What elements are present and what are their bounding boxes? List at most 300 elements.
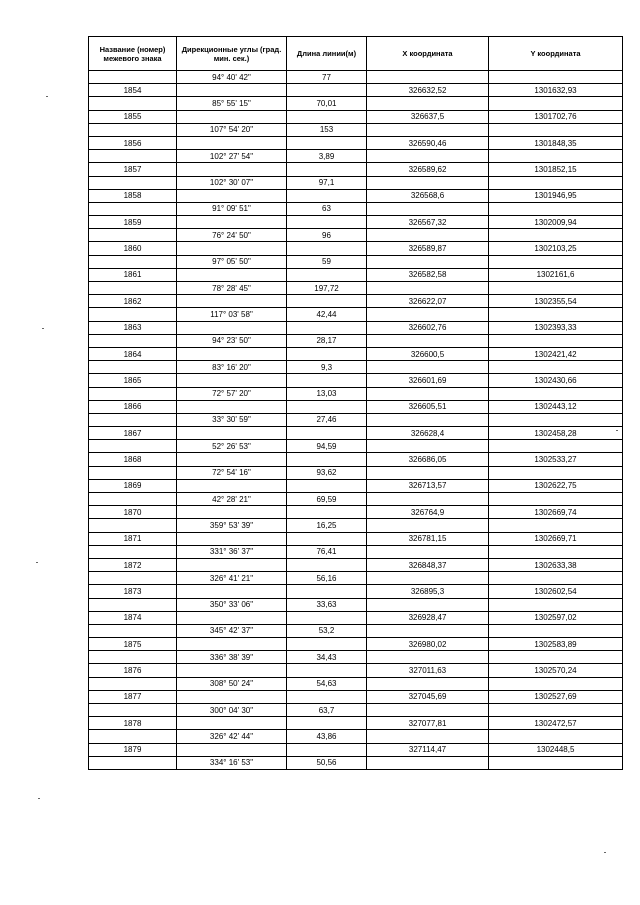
direction-angle-cell: 85° 55' 15" <box>177 97 287 110</box>
x-coordinate-spacer <box>367 97 489 110</box>
mark-row <box>89 664 623 677</box>
y-coordinate-cell: 1302161,6 <box>489 268 623 281</box>
x-coordinate-spacer <box>367 545 489 558</box>
x-coordinate-spacer <box>367 334 489 347</box>
direction-angle-cell: 117° 03' 58" <box>177 308 287 321</box>
direction-angle-cell: 94° 40' 42" <box>177 71 287 84</box>
mark-name-cell <box>89 493 177 506</box>
y-coordinate-cell: 1301946,95 <box>489 189 623 202</box>
direction-angle-spacer <box>177 717 287 730</box>
mark-name-cell <box>89 229 177 242</box>
mark-row <box>89 163 623 176</box>
line-length-spacer <box>287 295 367 308</box>
direction-angle-spacer <box>177 189 287 202</box>
x-coordinate-spacer <box>367 282 489 295</box>
mark-name-cell: 1865 <box>89 374 177 387</box>
y-coordinate-cell: 1302443,12 <box>489 400 623 413</box>
mark-name-cell: 1856 <box>89 136 177 149</box>
line-length-cell: 28,17 <box>287 334 367 347</box>
x-coordinate-cell: 326764,9 <box>367 506 489 519</box>
mark-row <box>89 295 623 308</box>
header-x-coordinate: X координата <box>367 37 489 71</box>
segment-row <box>89 229 623 242</box>
y-coordinate-cell: 1302602,54 <box>489 585 623 598</box>
direction-angle-spacer <box>177 268 287 281</box>
y-coordinate-spacer <box>489 545 623 558</box>
mark-name-cell <box>89 361 177 374</box>
x-coordinate-spacer <box>367 361 489 374</box>
x-coordinate-spacer <box>367 756 489 769</box>
y-coordinate-spacer <box>489 598 623 611</box>
direction-angle-cell: 334° 16' 53" <box>177 756 287 769</box>
direction-angle-spacer <box>177 506 287 519</box>
header-y-coordinate: Y координата <box>489 37 623 71</box>
direction-angle-spacer <box>177 479 287 492</box>
mark-row <box>89 453 623 466</box>
y-coordinate-spacer <box>489 387 623 400</box>
line-length-spacer <box>287 585 367 598</box>
mark-row <box>89 532 623 545</box>
direction-angle-spacer <box>177 664 287 677</box>
line-length-spacer <box>287 427 367 440</box>
x-coordinate-spacer <box>367 704 489 717</box>
segment-row <box>89 756 623 769</box>
header-direction-angle: Дирекционные углы (град. мин. сек.) <box>177 37 287 71</box>
line-length-cell: 3,89 <box>287 150 367 163</box>
mark-row <box>89 743 623 756</box>
y-coordinate-spacer <box>489 202 623 215</box>
line-length-spacer <box>287 136 367 149</box>
mark-name-cell: 1866 <box>89 400 177 413</box>
line-length-cell: 56,16 <box>287 572 367 585</box>
mark-name-cell <box>89 572 177 585</box>
x-coordinate-cell: 326589,62 <box>367 163 489 176</box>
direction-angle-cell: 52° 26' 53" <box>177 440 287 453</box>
y-coordinate-cell: 1302597,02 <box>489 611 623 624</box>
mark-name-cell: 1877 <box>89 690 177 703</box>
mark-row <box>89 189 623 202</box>
mark-name-cell <box>89 308 177 321</box>
y-coordinate-spacer <box>489 229 623 242</box>
x-coordinate-cell: 326895,3 <box>367 585 489 598</box>
scan-speck <box>38 798 40 799</box>
mark-name-cell: 1872 <box>89 558 177 571</box>
x-coordinate-cell: 326600,5 <box>367 347 489 360</box>
x-coordinate-spacer <box>367 730 489 743</box>
y-coordinate-spacer <box>489 572 623 585</box>
boundary-coordinates-table <box>88 36 623 770</box>
segment-row <box>89 334 623 347</box>
line-length-spacer <box>287 163 367 176</box>
direction-angle-cell: 102° 27' 54" <box>177 150 287 163</box>
x-coordinate-cell: 326567,32 <box>367 216 489 229</box>
x-coordinate-spacer <box>367 123 489 136</box>
y-coordinate-spacer <box>489 651 623 664</box>
table-header-row <box>89 37 623 71</box>
mark-name-cell: 1862 <box>89 295 177 308</box>
y-coordinate-cell: 1301702,76 <box>489 110 623 123</box>
x-coordinate-spacer <box>367 624 489 637</box>
segment-row <box>89 361 623 374</box>
y-coordinate-cell: 1302669,71 <box>489 532 623 545</box>
y-coordinate-cell: 1302533,27 <box>489 453 623 466</box>
mark-name-cell: 1864 <box>89 347 177 360</box>
x-coordinate-spacer <box>367 308 489 321</box>
direction-angle-cell: 83° 16' 20" <box>177 361 287 374</box>
scan-speck <box>616 430 618 431</box>
line-length-spacer <box>287 347 367 360</box>
direction-angle-spacer <box>177 558 287 571</box>
segment-row <box>89 624 623 637</box>
direction-angle-spacer <box>177 453 287 466</box>
direction-angle-spacer <box>177 585 287 598</box>
y-coordinate-spacer <box>489 150 623 163</box>
direction-angle-cell: 326° 41' 21" <box>177 572 287 585</box>
direction-angle-cell: 336° 38' 39" <box>177 651 287 664</box>
line-length-spacer <box>287 321 367 334</box>
line-length-cell: 70,01 <box>287 97 367 110</box>
x-coordinate-spacer <box>367 440 489 453</box>
y-coordinate-cell: 1302430,66 <box>489 374 623 387</box>
direction-angle-cell: 102° 30' 07" <box>177 176 287 189</box>
line-length-spacer <box>287 242 367 255</box>
mark-row <box>89 717 623 730</box>
mark-name-cell <box>89 97 177 110</box>
line-length-spacer <box>287 638 367 651</box>
y-coordinate-cell: 1302355,54 <box>489 295 623 308</box>
x-coordinate-cell: 326637,5 <box>367 110 489 123</box>
mark-name-cell: 1861 <box>89 268 177 281</box>
direction-angle-spacer <box>177 743 287 756</box>
line-length-cell: 54,63 <box>287 677 367 690</box>
mark-row <box>89 321 623 334</box>
x-coordinate-cell: 327114,47 <box>367 743 489 756</box>
direction-angle-spacer <box>177 400 287 413</box>
x-coordinate-cell: 326686,05 <box>367 453 489 466</box>
mark-name-cell <box>89 466 177 479</box>
y-coordinate-spacer <box>489 624 623 637</box>
mark-name-cell: 1874 <box>89 611 177 624</box>
direction-angle-spacer <box>177 374 287 387</box>
x-coordinate-spacer <box>367 176 489 189</box>
direction-angle-spacer <box>177 347 287 360</box>
mark-row <box>89 427 623 440</box>
mark-name-cell <box>89 677 177 690</box>
y-coordinate-spacer <box>489 361 623 374</box>
y-coordinate-cell: 1302009,94 <box>489 216 623 229</box>
x-coordinate-cell: 327045,69 <box>367 690 489 703</box>
segment-row <box>89 651 623 664</box>
direction-angle-cell: 94° 23' 50" <box>177 334 287 347</box>
direction-angle-cell: 350° 33' 06" <box>177 598 287 611</box>
y-coordinate-cell: 1302458,28 <box>489 427 623 440</box>
line-length-cell: 63,7 <box>287 704 367 717</box>
x-coordinate-spacer <box>367 255 489 268</box>
segment-row <box>89 545 623 558</box>
line-length-cell: 16,25 <box>287 519 367 532</box>
x-coordinate-cell: 326582,58 <box>367 268 489 281</box>
segment-row <box>89 176 623 189</box>
line-length-cell: 77 <box>287 71 367 84</box>
y-coordinate-cell: 1302472,57 <box>489 717 623 730</box>
line-length-cell: 97,1 <box>287 176 367 189</box>
x-coordinate-cell: 326781,15 <box>367 532 489 545</box>
y-coordinate-spacer <box>489 493 623 506</box>
mark-row <box>89 374 623 387</box>
y-coordinate-spacer <box>489 466 623 479</box>
mark-name-cell <box>89 519 177 532</box>
x-coordinate-spacer <box>367 493 489 506</box>
direction-angle-spacer <box>177 690 287 703</box>
segment-row <box>89 150 623 163</box>
x-coordinate-cell: 326980,02 <box>367 638 489 651</box>
direction-angle-cell: 308° 50' 24" <box>177 677 287 690</box>
direction-angle-spacer <box>177 84 287 97</box>
line-length-spacer <box>287 743 367 756</box>
y-coordinate-cell: 1302421,42 <box>489 347 623 360</box>
x-coordinate-cell: 326568,6 <box>367 189 489 202</box>
y-coordinate-cell: 1301848,35 <box>489 136 623 149</box>
mark-name-cell: 1876 <box>89 664 177 677</box>
direction-angle-cell: 33° 30' 59" <box>177 413 287 426</box>
x-coordinate-cell: 327077,81 <box>367 717 489 730</box>
line-length-cell: 43,86 <box>287 730 367 743</box>
line-length-cell: 34,43 <box>287 651 367 664</box>
line-length-spacer <box>287 506 367 519</box>
direction-angle-cell: 42° 28' 21" <box>177 493 287 506</box>
mark-name-cell: 1871 <box>89 532 177 545</box>
mark-name-cell <box>89 202 177 215</box>
segment-row <box>89 440 623 453</box>
mark-name-cell: 1878 <box>89 717 177 730</box>
direction-angle-spacer <box>177 136 287 149</box>
direction-angle-spacer <box>177 110 287 123</box>
y-coordinate-cell: 1302622,75 <box>489 479 623 492</box>
header-line-length: Длина линии(м) <box>287 37 367 71</box>
mark-name-cell <box>89 598 177 611</box>
mark-name-cell: 1879 <box>89 743 177 756</box>
mark-name-cell <box>89 730 177 743</box>
line-length-cell: 197,72 <box>287 282 367 295</box>
line-length-cell: 63 <box>287 202 367 215</box>
mark-name-cell <box>89 176 177 189</box>
direction-angle-cell: 107° 54' 20" <box>177 123 287 136</box>
line-length-cell: 50,56 <box>287 756 367 769</box>
x-coordinate-cell: 326632,52 <box>367 84 489 97</box>
line-length-spacer <box>287 717 367 730</box>
segment-row <box>89 466 623 479</box>
line-length-spacer <box>287 189 367 202</box>
x-coordinate-cell: 326848,37 <box>367 558 489 571</box>
direction-angle-spacer <box>177 611 287 624</box>
segment-row <box>89 71 623 84</box>
x-coordinate-cell: 326602,76 <box>367 321 489 334</box>
mark-name-cell: 1855 <box>89 110 177 123</box>
y-coordinate-spacer <box>489 97 623 110</box>
line-length-cell: 9,3 <box>287 361 367 374</box>
y-coordinate-cell: 1302669,74 <box>489 506 623 519</box>
x-coordinate-spacer <box>367 387 489 400</box>
line-length-cell: 59 <box>287 255 367 268</box>
mark-name-cell: 1854 <box>89 84 177 97</box>
line-length-spacer <box>287 690 367 703</box>
mark-name-cell: 1873 <box>89 585 177 598</box>
y-coordinate-cell: 1302583,89 <box>489 638 623 651</box>
direction-angle-spacer <box>177 216 287 229</box>
y-coordinate-spacer <box>489 440 623 453</box>
direction-angle-cell: 91° 09' 51" <box>177 202 287 215</box>
scan-speck <box>604 852 606 853</box>
segment-row <box>89 123 623 136</box>
line-length-cell: 96 <box>287 229 367 242</box>
y-coordinate-spacer <box>489 71 623 84</box>
x-coordinate-spacer <box>367 466 489 479</box>
direction-angle-spacer <box>177 242 287 255</box>
y-coordinate-cell: 1302527,69 <box>489 690 623 703</box>
y-coordinate-spacer <box>489 730 623 743</box>
mark-name-cell <box>89 71 177 84</box>
x-coordinate-spacer <box>367 519 489 532</box>
x-coordinate-spacer <box>367 677 489 690</box>
x-coordinate-spacer <box>367 572 489 585</box>
y-coordinate-cell: 1302570,24 <box>489 664 623 677</box>
mark-name-cell: 1859 <box>89 216 177 229</box>
mark-name-cell: 1863 <box>89 321 177 334</box>
x-coordinate-cell: 326605,51 <box>367 400 489 413</box>
y-coordinate-cell: 1302448,5 <box>489 743 623 756</box>
scan-speck <box>46 96 48 97</box>
direction-angle-spacer <box>177 638 287 651</box>
segment-row <box>89 519 623 532</box>
x-coordinate-cell: 326628,4 <box>367 427 489 440</box>
segment-row <box>89 308 623 321</box>
x-coordinate-spacer <box>367 651 489 664</box>
direction-angle-spacer <box>177 532 287 545</box>
direction-angle-cell: 300° 04' 30" <box>177 704 287 717</box>
line-length-spacer <box>287 453 367 466</box>
direction-angle-spacer <box>177 427 287 440</box>
y-coordinate-cell: 1301632,93 <box>489 84 623 97</box>
mark-row <box>89 136 623 149</box>
mark-name-cell <box>89 150 177 163</box>
mark-name-cell: 1858 <box>89 189 177 202</box>
mark-name-cell <box>89 624 177 637</box>
mark-name-cell: 1867 <box>89 427 177 440</box>
mark-name-cell <box>89 545 177 558</box>
mark-name-cell <box>89 413 177 426</box>
direction-angle-cell: 326° 42' 44" <box>177 730 287 743</box>
mark-name-cell: 1875 <box>89 638 177 651</box>
scan-speck <box>42 328 44 329</box>
segment-row <box>89 387 623 400</box>
line-length-spacer <box>287 479 367 492</box>
mark-name-cell <box>89 123 177 136</box>
segment-row <box>89 598 623 611</box>
mark-row <box>89 347 623 360</box>
y-coordinate-spacer <box>489 308 623 321</box>
direction-angle-cell: 78° 28' 45" <box>177 282 287 295</box>
y-coordinate-spacer <box>489 413 623 426</box>
y-coordinate-cell: 1302393,33 <box>489 321 623 334</box>
mark-name-cell <box>89 255 177 268</box>
header-mark-name: Название (номер) межевого знака <box>89 37 177 71</box>
mark-row <box>89 400 623 413</box>
mark-row <box>89 110 623 123</box>
line-length-spacer <box>287 558 367 571</box>
x-coordinate-spacer <box>367 413 489 426</box>
y-coordinate-spacer <box>489 704 623 717</box>
y-coordinate-cell: 1302103,25 <box>489 242 623 255</box>
direction-angle-cell: 331° 36' 37" <box>177 545 287 558</box>
line-length-spacer <box>287 374 367 387</box>
mark-row <box>89 216 623 229</box>
line-length-cell: 27,46 <box>287 413 367 426</box>
segment-row <box>89 730 623 743</box>
mark-row <box>89 611 623 624</box>
mark-name-cell: 1860 <box>89 242 177 255</box>
line-length-spacer <box>287 664 367 677</box>
mark-row <box>89 242 623 255</box>
line-length-spacer <box>287 216 367 229</box>
segment-row <box>89 704 623 717</box>
x-coordinate-cell: 326622,07 <box>367 295 489 308</box>
line-length-spacer <box>287 268 367 281</box>
mark-name-cell: 1869 <box>89 479 177 492</box>
line-length-cell: 69,59 <box>287 493 367 506</box>
mark-row <box>89 690 623 703</box>
direction-angle-cell: 72° 57' 20" <box>177 387 287 400</box>
table-body <box>89 71 623 770</box>
line-length-spacer <box>287 400 367 413</box>
mark-row <box>89 268 623 281</box>
mark-name-cell <box>89 334 177 347</box>
direction-angle-spacer <box>177 321 287 334</box>
line-length-cell: 13,03 <box>287 387 367 400</box>
segment-row <box>89 202 623 215</box>
mark-row <box>89 84 623 97</box>
y-coordinate-spacer <box>489 519 623 532</box>
mark-name-cell: 1868 <box>89 453 177 466</box>
line-length-spacer <box>287 532 367 545</box>
segment-row <box>89 282 623 295</box>
line-length-cell: 94,59 <box>287 440 367 453</box>
mark-name-cell <box>89 440 177 453</box>
mark-row <box>89 638 623 651</box>
direction-angle-cell: 76° 24' 50" <box>177 229 287 242</box>
direction-angle-cell: 345° 42' 37" <box>177 624 287 637</box>
mark-row <box>89 585 623 598</box>
x-coordinate-cell: 327011,63 <box>367 664 489 677</box>
segment-row <box>89 677 623 690</box>
mark-name-cell <box>89 387 177 400</box>
line-length-cell: 153 <box>287 123 367 136</box>
x-coordinate-cell: 326713,57 <box>367 479 489 492</box>
mark-row <box>89 506 623 519</box>
mark-name-cell: 1857 <box>89 163 177 176</box>
mark-row <box>89 558 623 571</box>
line-length-cell: 53,2 <box>287 624 367 637</box>
x-coordinate-spacer <box>367 229 489 242</box>
x-coordinate-cell: 326928,47 <box>367 611 489 624</box>
line-length-spacer <box>287 611 367 624</box>
line-length-cell: 33,63 <box>287 598 367 611</box>
y-coordinate-spacer <box>489 677 623 690</box>
x-coordinate-cell: 326589,87 <box>367 242 489 255</box>
mark-name-cell <box>89 282 177 295</box>
mark-name-cell <box>89 651 177 664</box>
x-coordinate-spacer <box>367 150 489 163</box>
line-length-cell: 76,41 <box>287 545 367 558</box>
